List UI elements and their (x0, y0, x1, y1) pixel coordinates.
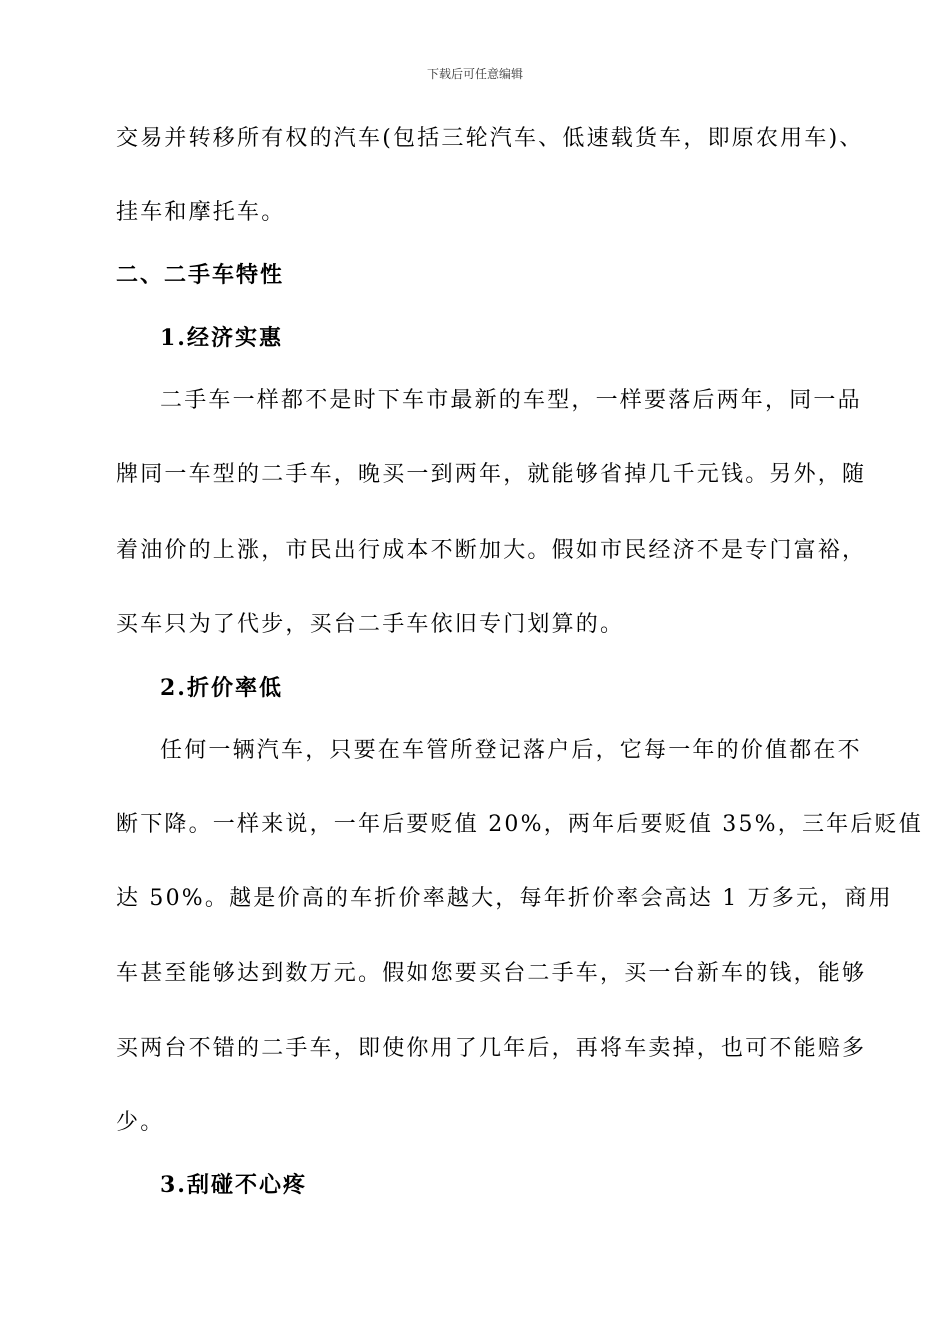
paragraph-line: 挂车和摩托车。 (116, 200, 286, 225)
paragraph-line: 任何一辆汽车，只要在车管所登记落户后，它每一年的价值都在不 (160, 738, 862, 763)
subsection-heading: 3.刮碰不心疼 (160, 1172, 307, 1198)
paragraph-line: 达 50%。越是价高的车折价率越大，每年折价率会高达 1 万多元，商用 (116, 886, 893, 911)
header-note: 下载后可任意编辑 (426, 67, 523, 81)
paragraph-line: 车甚至能够达到数万元。假如您要买台二手车，买一台新车的钱，能够 (116, 961, 867, 986)
subsection-heading: 2.折价率低 (160, 675, 283, 701)
paragraph-line: 牌同一车型的二手车，晚买一到两年，就能够省掉几千元钱。另外，随 (116, 462, 867, 487)
paragraph-line: 二手车一样都不是时下车市最新的车型，一样要落后两年，同一品 (160, 388, 862, 413)
paragraph-line: 着油价的上涨，市民出行成本不断加大。假如市民经济不是专门富裕， (116, 538, 867, 563)
paragraph-line: 买两台不错的二手车，即使你用了几年后，再将车卖掉，也可不能赔多 (116, 1036, 867, 1061)
paragraph-line: 断下降。一样来说，一年后要贬值 20%，两年后要贬值 35%，三年后贬值 (116, 812, 923, 837)
paragraph-line: 买车只为了代步，买台二手车依旧专门划算的。 (116, 612, 625, 637)
section-heading: 二、二手车特性 (116, 262, 285, 288)
paragraph-line: 交易并转移所有权的汽车(包括三轮汽车、低速载货车，即原农用车)、 (116, 126, 864, 151)
subsection-heading: 1.经济实惠 (160, 325, 283, 351)
paragraph-line: 少。 (116, 1110, 165, 1135)
